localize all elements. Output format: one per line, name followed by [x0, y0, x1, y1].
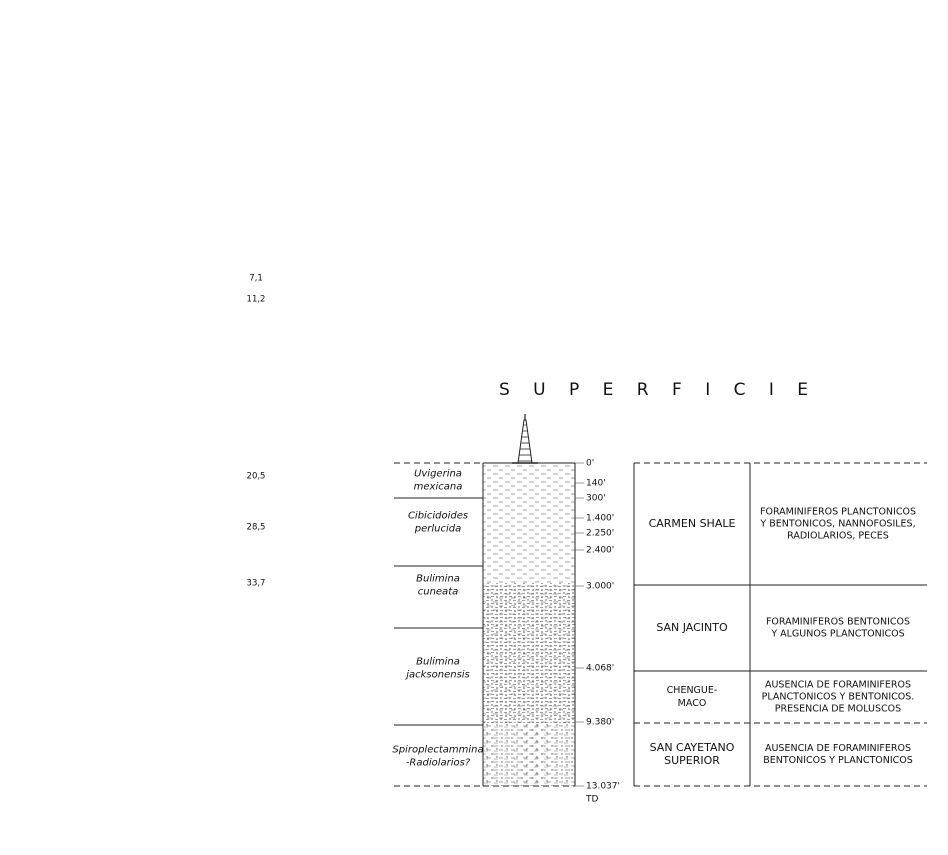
fosil-label: FORAMINIFEROS PLANCTONICOS	[760, 506, 916, 518]
ma-boundary-value: 28,5	[246, 522, 266, 533]
fosil-label: AUSENCIA DE FORAMINIFEROS	[764, 743, 912, 754]
zonif-label: Bulimina	[416, 656, 460, 668]
formacion-label: MACO	[677, 698, 707, 709]
fosil-label: BENTONICOS Y PLANCTONICOS	[763, 755, 913, 766]
fosil-label: PLANCTONICOS Y BENTONICOS.	[761, 691, 915, 703]
formacion-label: CARMEN SHALE	[648, 517, 736, 530]
tope-value: 3.000'	[586, 581, 615, 592]
tope-value: 9.380'	[586, 717, 615, 728]
lithology-mixed	[483, 583, 575, 723]
tope-value: TD	[586, 794, 599, 805]
formacion-label: CHENGUE-	[666, 685, 718, 696]
zonif-label: cuneata	[417, 586, 459, 598]
fosil-label: PRESENCIA DE MOLUSCOS	[774, 703, 902, 715]
formacion-label: SAN JACINTO	[656, 621, 728, 634]
tope-value: 2.250'	[586, 528, 615, 539]
tope-value: 140'	[586, 478, 606, 489]
zonif-label: Spiroplectammina	[392, 744, 484, 756]
formacion-label: SUPERIOR	[664, 754, 720, 767]
lithology-sand	[483, 723, 575, 786]
zonif-label: jacksonensis	[406, 669, 470, 681]
zonif-label: perlucida	[414, 523, 462, 535]
ma-boundary-value: 20,5	[246, 471, 266, 482]
zonif-label: Bulimina	[416, 573, 460, 585]
tope-value: 300'	[586, 493, 606, 504]
ma-boundary-value: 33,7	[246, 578, 266, 589]
tope-value: 13.037'	[586, 781, 620, 792]
zonif-label: mexicana	[413, 481, 463, 493]
fosil-label: RADIOLARIOS, PECES	[787, 530, 889, 542]
zonif-label: Uvigerina	[414, 468, 462, 480]
tope-value: 4.068'	[586, 663, 615, 674]
fosil-label: AUSENCIA DE FORAMINIFEROS	[764, 679, 912, 691]
zonif-label: Cibicidoides	[407, 510, 469, 522]
ma-boundary-value: 11,2	[246, 294, 266, 305]
tope-value: 1.400'	[586, 513, 615, 524]
fosil-label: FORAMINIFEROS BENTONICOS	[765, 616, 911, 628]
superficie-label: S U P E R F I C I E	[498, 380, 818, 400]
ma-boundary-value: 7,1	[249, 273, 263, 284]
tope-value: 2.400'	[586, 545, 615, 556]
fosil-label: Y BENTONICOS, NANNOFOSILES,	[760, 518, 916, 530]
fosil-label: Y ALGUNOS PLANCTONICOS	[771, 628, 905, 640]
zonif-label: -Radiolarios?	[405, 757, 471, 769]
tope-value: 0'	[586, 458, 595, 469]
formacion-label: SAN CAYETANO	[649, 741, 735, 754]
